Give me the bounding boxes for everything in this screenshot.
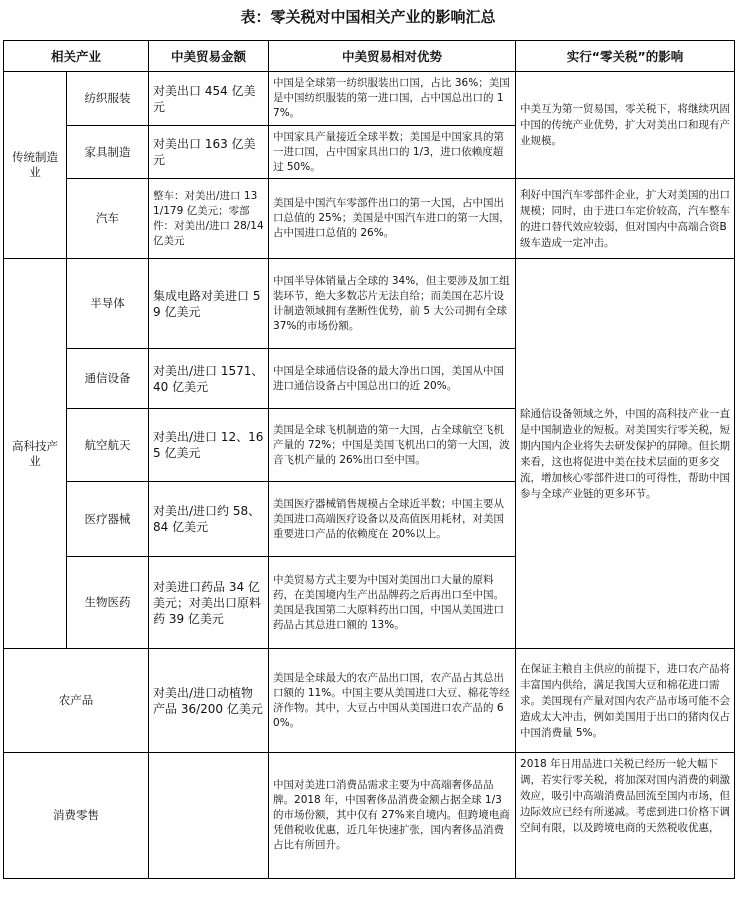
table-row <box>4 753 735 879</box>
table-row <box>4 649 735 753</box>
subindustry-name: 航空航天 <box>67 409 149 482</box>
impact-hightech: 除通信设备领域之外，中国的高科技产业一直是中国制造业的短板。对美国实行零关税，短期内国内企业将失去研发保护的屏障。但长期来看，这也将促进中美在技术层面的更多交流，增加核心零部件进口的可得性，帮助中国参与全球产业链的更多环节。 <box>516 259 735 649</box>
trade-amount: 对美出/进口约 58、84 亿美元 <box>149 482 269 557</box>
subindustry-name: 半导体 <box>67 259 149 349</box>
header-amount: 中美贸易金额 <box>149 41 269 72</box>
subindustry-name: 汽车 <box>67 179 149 259</box>
subindustry-name: 通信设备 <box>67 349 149 409</box>
trade-advantage: 中美贸易方式主要为中国对美国出口大量的原料药，在美国境内生产出品牌药之后再出口至中国。美国是我国第二大原料药出口国，中国从美国进口药品占其总进口额的 13%。 <box>269 557 516 649</box>
impact-traditional: 中美互为第一贸易国，零关税下，将继续巩固中国的传统产业优势，扩大对美出口和现有产业规模。 <box>516 72 735 179</box>
table-header-row <box>4 41 735 72</box>
summary-table <box>3 40 735 879</box>
trade-amount: 对美出口 163 亿美元 <box>149 126 269 179</box>
trade-amount: 对美进口药品 34 亿美元；对美出口原料药 39 亿美元 <box>149 557 269 649</box>
industry-agri: 农产品 <box>4 649 149 753</box>
trade-amount: 对美出/进口动植物产品 36/200 亿美元 <box>149 649 269 753</box>
header-impact: 实行“零关税”的影响 <box>516 41 735 72</box>
subindustry-name: 纺织服装 <box>67 72 149 126</box>
trade-advantage: 中国是全球第一纺织服装出口国，占比 36%；美国是中国纺织服装的第一进口国，占中国总出口的 17%。 <box>269 72 516 126</box>
header-industry: 相关产业 <box>4 41 149 72</box>
subindustry-name: 家具制造 <box>67 126 149 179</box>
impact-auto: 利好中国汽车零部件企业，扩大对美国的出口规模；同时，由于进口车定价较高，汽车整车的进口替代效应较弱，但对国内中高端合资B级车造成一定冲击。 <box>516 179 735 259</box>
trade-advantage: 美国是中国汽车零部件出口的第一大国，占中国出口总值的 25%；美国是中国汽车进口的第一大国，占中国进口总值的 26%。 <box>269 179 516 259</box>
table-row <box>4 259 735 349</box>
group-traditional: 传统制造业 <box>4 72 67 259</box>
trade-advantage: 中国半导体销量占全球的 34%，但主要涉及加工组装环节，绝大多数芯片无法自给；而美国在芯片设计制造领域拥有垄断性优势，前 5 大公司拥有全球 37%的市场份额。 <box>269 259 516 349</box>
trade-advantage: 中国对美进口消费品需求主要为中高端奢侈品品牌。2018 年，中国奢侈品消费金额占据全球 1/3 的市场份额，其中仅有 27%来自境内。但跨境电商凭借税收优惠，近几年快速扩张，国内奢侈品消费占比有所回升。 <box>269 753 516 879</box>
trade-amount <box>149 753 269 879</box>
trade-advantage: 中国家具产量接近全球半数；美国是中国家具的第一进口国，占中国家具出口的 1/3，进口依赖度超过 50%。 <box>269 126 516 179</box>
trade-amount: 集成电路对美进口 59 亿美元 <box>149 259 269 349</box>
trade-advantage: 美国是全球最大的农产品出口国，农产品占其总出口额的 11%。中国主要从美国进口大豆、棉花等经济作物。其中，大豆占中国从美国进口农产品的 60%。 <box>269 649 516 753</box>
trade-advantage: 中国是全球通信设备的最大净出口国，美国从中国进口通信设备占中国总出口的近 20%。 <box>269 349 516 409</box>
trade-advantage: 美国是全球飞机制造的第一大国，占全球航空飞机产量的 72%；中国是美国飞机出口的第一大国，波音飞机产量的 26%出口至中国。 <box>269 409 516 482</box>
table-title: 表：零关税对中国相关产业的影响汇总 <box>240 8 496 26</box>
table-row <box>4 72 735 126</box>
table-row <box>4 179 735 259</box>
header-advantage: 中美贸易相对优势 <box>269 41 516 72</box>
impact-retail: 2018 年日用品进口关税已经历一轮大幅下调，若实行零关税，将加深对国内消费的刺激效应，吸引中高端消费品回流至国内市场，但边际效应已经有所递减。考虑到进口价格下调空间有限，以及跨境电商的天然税收优惠， <box>516 753 735 879</box>
trade-amount: 整车：对美出/进口 131/179 亿美元；零部件：对美出/进口 28/14 亿美元 <box>149 179 269 259</box>
subindustry-name: 生物医药 <box>67 557 149 649</box>
trade-amount: 对美出/进口 1571、40 亿美元 <box>149 349 269 409</box>
trade-amount: 对美出/进口 12、165 亿美元 <box>149 409 269 482</box>
group-hightech: 高科技产业 <box>4 259 67 649</box>
subindustry-name: 医疗器械 <box>67 482 149 557</box>
impact-agri: 在保证主粮自主供应的前提下，进口农产品将丰富国内供给，满足我国大豆和棉花进口需求。美国现有产量对国内农产品市场可能不会造成太大冲击，例如美国用于出口的猪肉仅占中国消费量 5%。 <box>516 649 735 753</box>
trade-amount: 对美出口 454 亿美元 <box>149 72 269 126</box>
trade-advantage: 美国医疗器械销售规模占全球近半数；中国主要从美国进口高端医疗设备以及高值医用耗材，对美国重要进口产品的依赖度在 20%以上。 <box>269 482 516 557</box>
industry-retail: 消费零售 <box>4 753 149 879</box>
